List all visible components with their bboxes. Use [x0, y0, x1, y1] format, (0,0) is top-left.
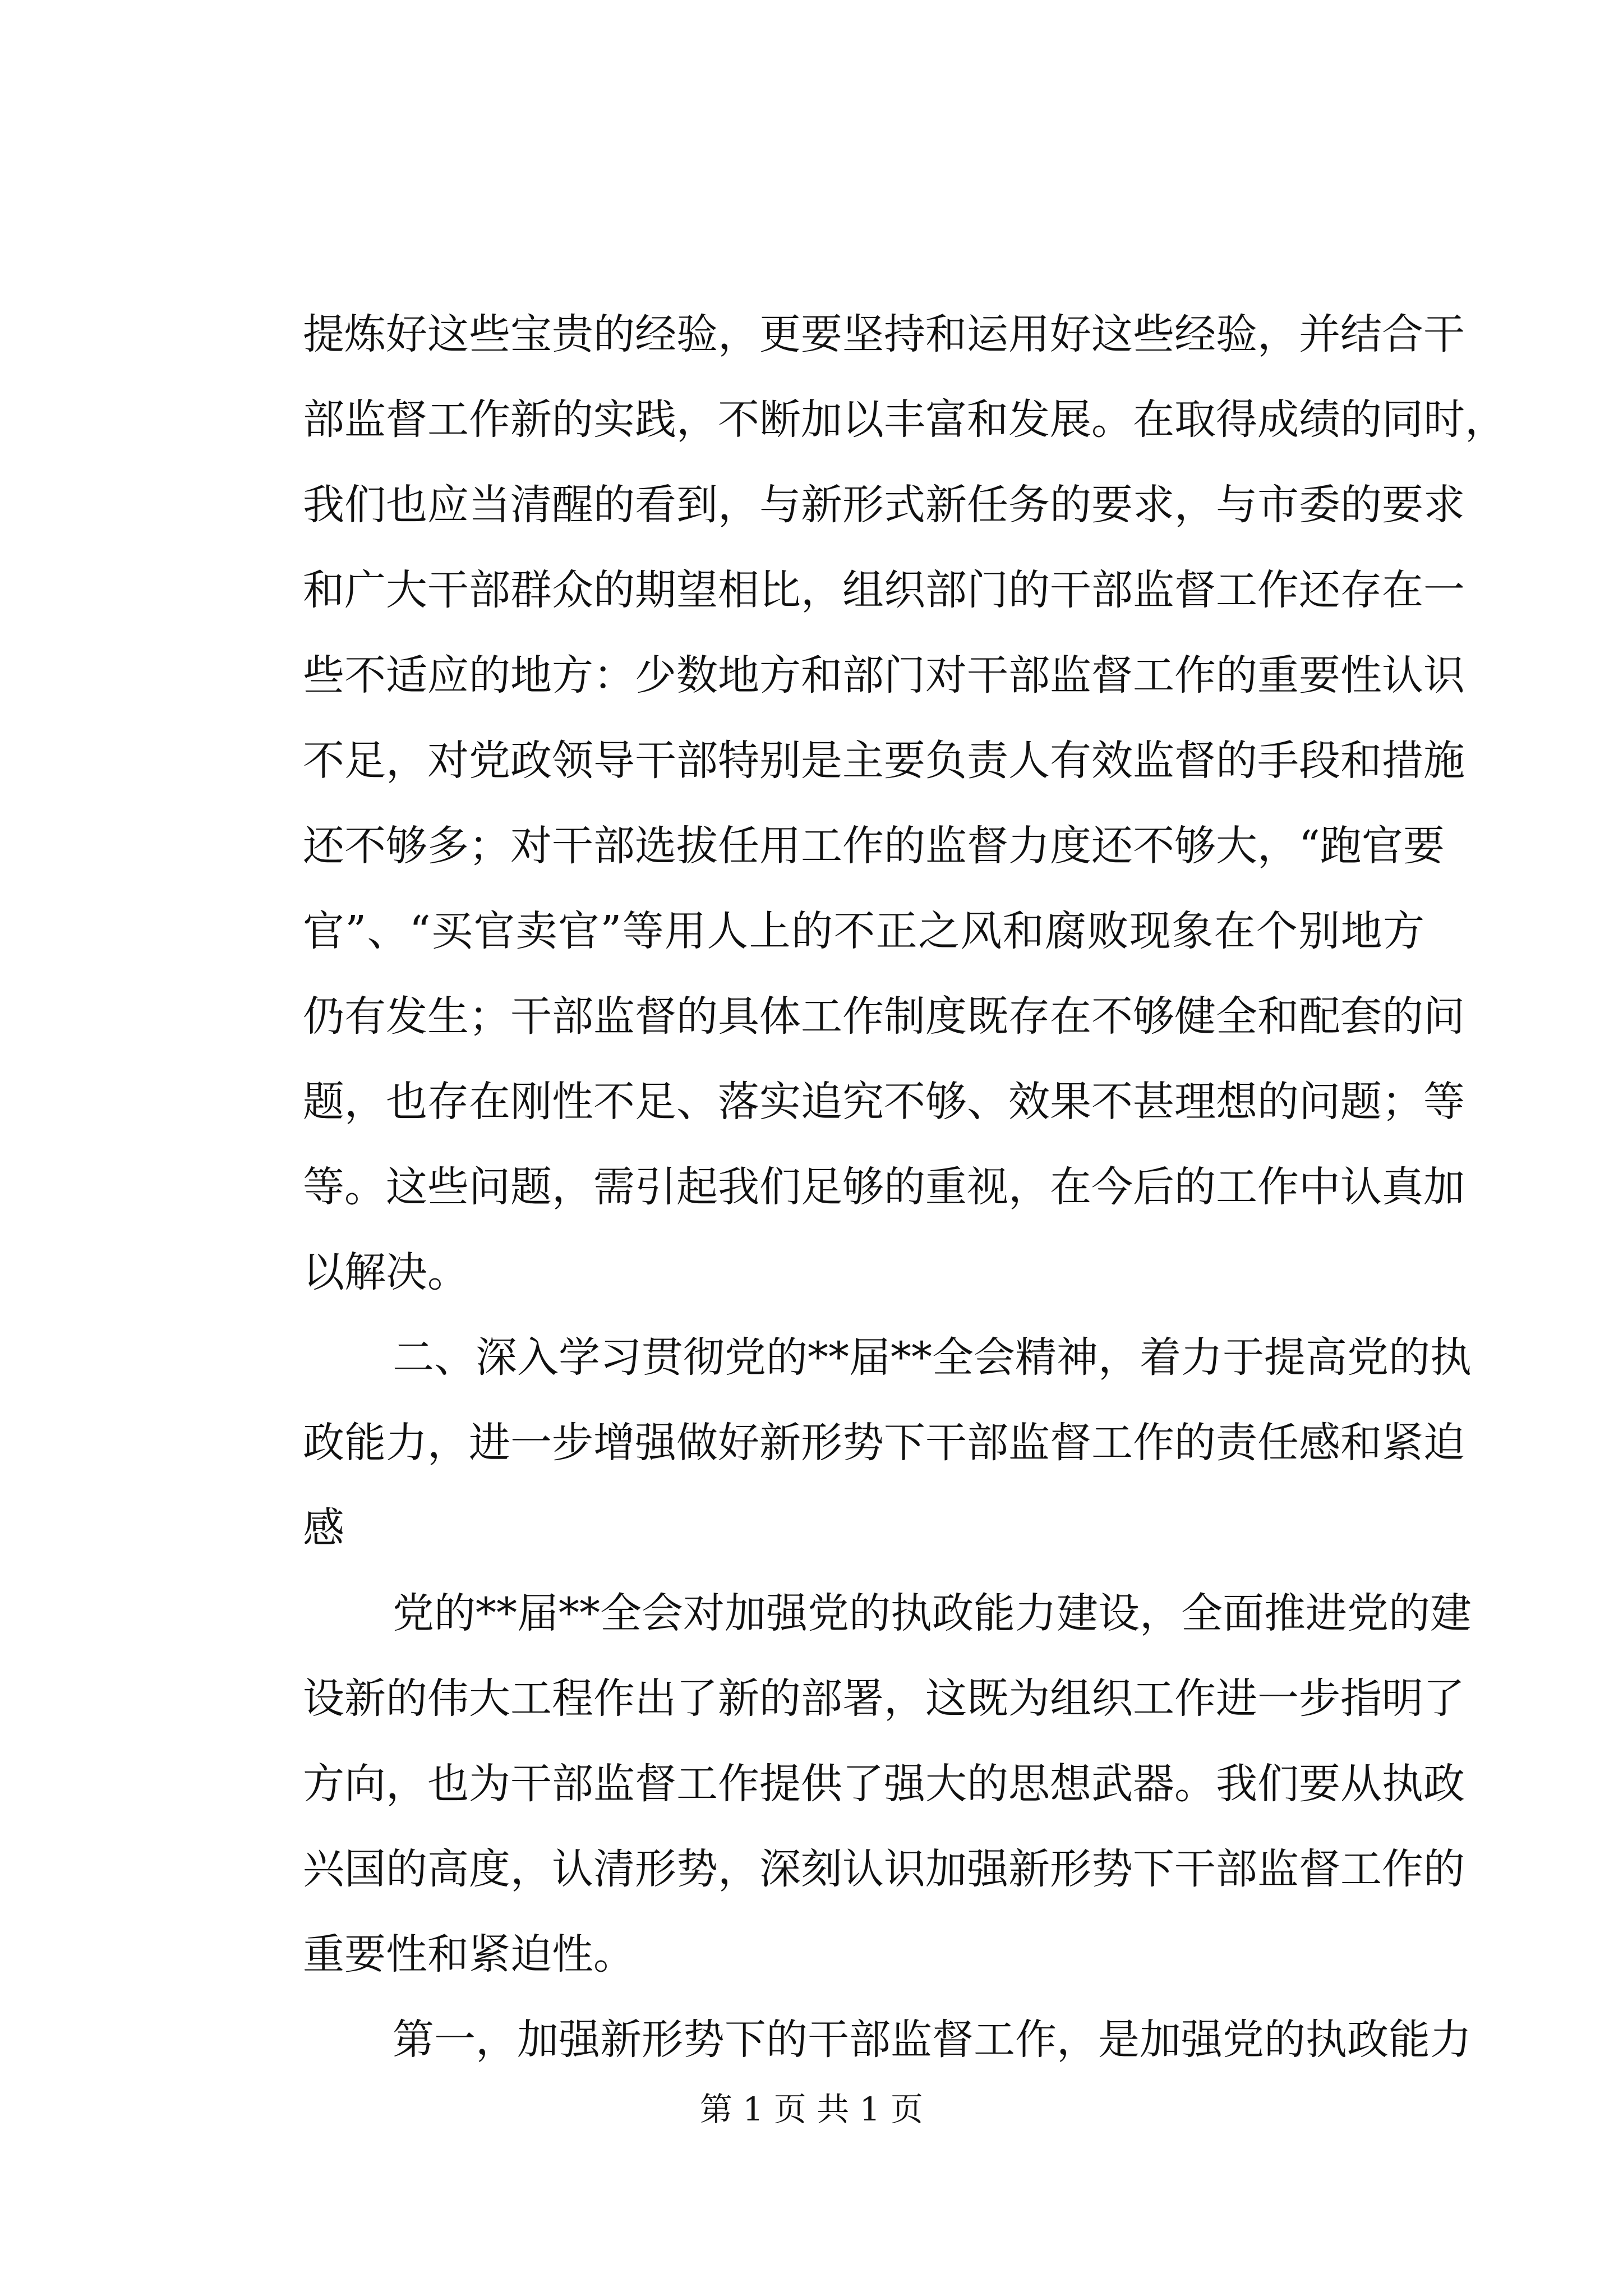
text-line: 仍有发生；干部监督的具体工作制度既存在不够健全和配套的问 [303, 992, 1465, 1041]
document-body [303, 292, 1506, 2082]
text-line: 党的**届**全会对加强党的执政能力建设，全面推进党的建 [393, 1589, 1472, 1637]
text-line: 部监督工作新的实践，不断加以丰富和发展。在取得成绩的同时， [303, 395, 1506, 444]
text-line: 和广大干部群众的期望相比，组织部门的干部监督工作还存在一 [303, 566, 1465, 614]
section-heading-line: 感 [303, 1504, 344, 1552]
text-line: 重要性和紧迫性。 [303, 1930, 635, 1978]
text-line: 第一，加强新形势下的干部监督工作，是加强党的执政能力 [393, 2016, 1472, 2064]
text-line: 些不适应的地方：少数地方和部门对干部监督工作的重要性认识 [303, 651, 1465, 700]
text-line: 提炼好这些宝贵的经验，更要坚持和运用好这些经验，并结合干 [303, 310, 1465, 358]
text-line: 官”、“买官卖官”等用人上的不正之风和腐败现象在个别地方 [303, 907, 1424, 955]
text-line: 还不够多；对干部选拔任用工作的监督力度还不够大，“跑官要 [303, 822, 1445, 870]
section-heading-line: 政能力，进一步增强做好新形势下干部监督工作的责任感和紧迫 [303, 1419, 1465, 1467]
section-heading-line: 二、深入学习贯彻党的**届**全会精神，着力于提高党的执 [393, 1333, 1472, 1382]
text-line: 方向，也为干部监督工作提供了强大的思想武器。我们要从执政 [303, 1760, 1465, 1808]
text-line: 题，也存在刚性不足、落实追究不够、效果不甚理想的问题；等 [303, 1078, 1465, 1126]
text-line: 兴国的高度，认清形势，深刻认识加强新形势下干部监督工作的 [303, 1845, 1465, 1893]
text-line: 以解决。 [303, 1248, 469, 1296]
text-line: 我们也应当清醒的看到，与新形式新任务的要求，与市委的要求 [303, 481, 1465, 529]
text-line: 设新的伟大工程作出了新的部署，这既为组织工作进一步指明了 [303, 1674, 1465, 1723]
text-line: 不足，对党政领导干部特别是主要负责人有效监督的手段和措施 [303, 737, 1465, 785]
page-footer: 第 1 页 共 1 页 [700, 2090, 923, 2128]
text-line: 等。这些问题，需引起我们足够的重视，在今后的工作中认真加 [303, 1163, 1465, 1211]
